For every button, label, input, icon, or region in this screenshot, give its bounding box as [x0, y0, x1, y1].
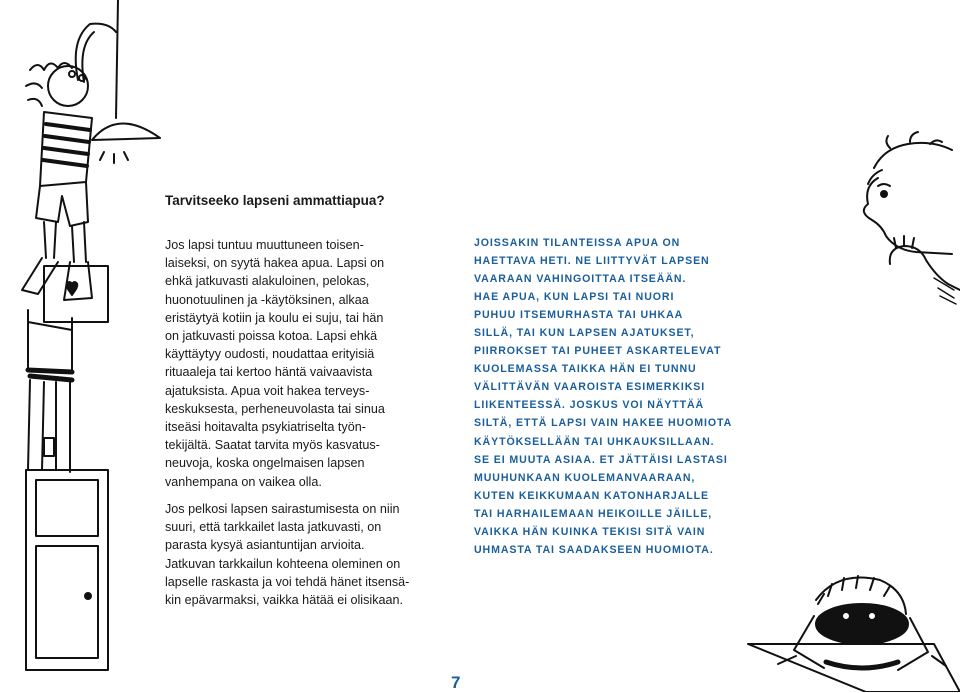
text-line: on jatkuvasti poissa kotoa. Lapsi ehkä [165, 329, 378, 344]
callout-line: MUUHUNKAAN KUOLEMANVAARAAN, [474, 471, 696, 484]
page-heading: Tarvitseeko lapseni ammattiapua? [165, 193, 385, 208]
callout-line: KUTEN KEIKKUMAAN KATONHARJALLE [474, 489, 709, 502]
text-line: huonotuulinen ja -käytöksinen, alkaa [165, 292, 369, 307]
callout-line: KUOLEMASSA TAIKKA HÄN EI TUNNU [474, 363, 697, 376]
text-line: laiseksi, on syytä hakea apua. Lapsi on [165, 256, 385, 271]
body-paragraph-1 [165, 236, 385, 491]
callout-line: LIIKENTEESSÄ. JOSKUS VOI NÄYTTÄÄ [474, 399, 705, 412]
text-line: suuri, että tarkkailet lasta jatkuvasti, on [165, 520, 382, 535]
callout-line: VAARAAN VAHINGOITTAA ITSEÄÄN. [474, 273, 687, 286]
text-line: rituaaleja tai kertoo häntä vaivaavista [165, 365, 373, 380]
peeking-face-illustration [850, 128, 960, 318]
body-paragraph-2 [165, 500, 409, 609]
text-line: vanhempana on vaikea olla. [165, 474, 322, 489]
text-line: Jatkuvan tarkkailun kohteena oleminen on [165, 556, 401, 571]
callout-line: JOISSAKIN TILANTEISSA APUA ON [474, 237, 681, 249]
callout-line: HAETTAVA HETI. NE LIITTYVÄT LAPSEN [474, 255, 710, 268]
callout-line: VÄLITTÄVÄN VAAROISTA ESIMERKIKSI [474, 381, 706, 394]
crouching-person-illustration [696, 560, 960, 692]
text-line: kin epävarmaksi, vaikka hätää ei olisikaan. [165, 593, 404, 608]
text-line: parasta kysyä asiantuntijan arvioita. [165, 538, 365, 553]
callout-line: SE EI MUUTA ASIAA. ET JÄTTÄISI LASTASI [474, 453, 728, 466]
text-line: lapselle raskasta ja voi tehdä hänet itsensä- [165, 574, 410, 589]
text-line: keskuksesta, perheneuvolasta tai sinua [165, 401, 385, 416]
callout-line: PUHUU ITSEMURHASTA TAI UHKAA [474, 309, 684, 322]
text-line: käyttäytyy oudosti, noudattaa erityisiä [165, 347, 375, 362]
callout-line: SILLÄ, TAI KUN LAPSEN AJATUKSET, [474, 327, 695, 340]
text-line: neuvoja, koska ongelmaisen lapsen [165, 456, 365, 471]
text-line: itseäsi hoitavalta psykiatriselta työn- [165, 420, 366, 435]
callout-line: KÄYTÖKSELLÄÄN TAI UHKAUKSILLAAN. [474, 435, 715, 448]
callout-line: SILTÄ, ETTÄ LAPSI VAIN HAKEE HUOMIOTA [474, 417, 733, 430]
text-line: Jos pelkosi lapsen sairastumisesta on niin [165, 502, 400, 516]
callout-line: TAI HARHAILEMAAN HEIKOILLE JÄILLE, [474, 507, 713, 520]
callout-line: UHMASTA TAI SAADAKSEEN HUOMIOTA. [474, 543, 714, 556]
callout-line: HAE APUA, KUN LAPSI TAI NUORI [474, 291, 675, 304]
callout-line: VAIKKA HÄN KUINKA TEKISI SITÄ VAIN [474, 525, 706, 538]
text-line: Jos lapsi tuntuu muuttuneen toisen- [165, 238, 364, 252]
text-line: ajatuksista. Apua voit hakea terveys- [165, 383, 370, 398]
warning-callout [474, 234, 732, 559]
text-line: ehkä jatkuvasti alakuloinen, pelokas, [165, 274, 370, 289]
page-number: 7 [451, 673, 461, 692]
callout-line: PIIRROKSET TAI PUHEET ASKARTELEVAT [474, 345, 722, 358]
text-line: eristäytyä kotiin ja koulu ei suju, tai hän [165, 310, 384, 325]
child-on-cabinet-illustration [0, 0, 170, 692]
text-line: tekijältä. Saatat tarvita myös kasvatus- [165, 438, 380, 453]
